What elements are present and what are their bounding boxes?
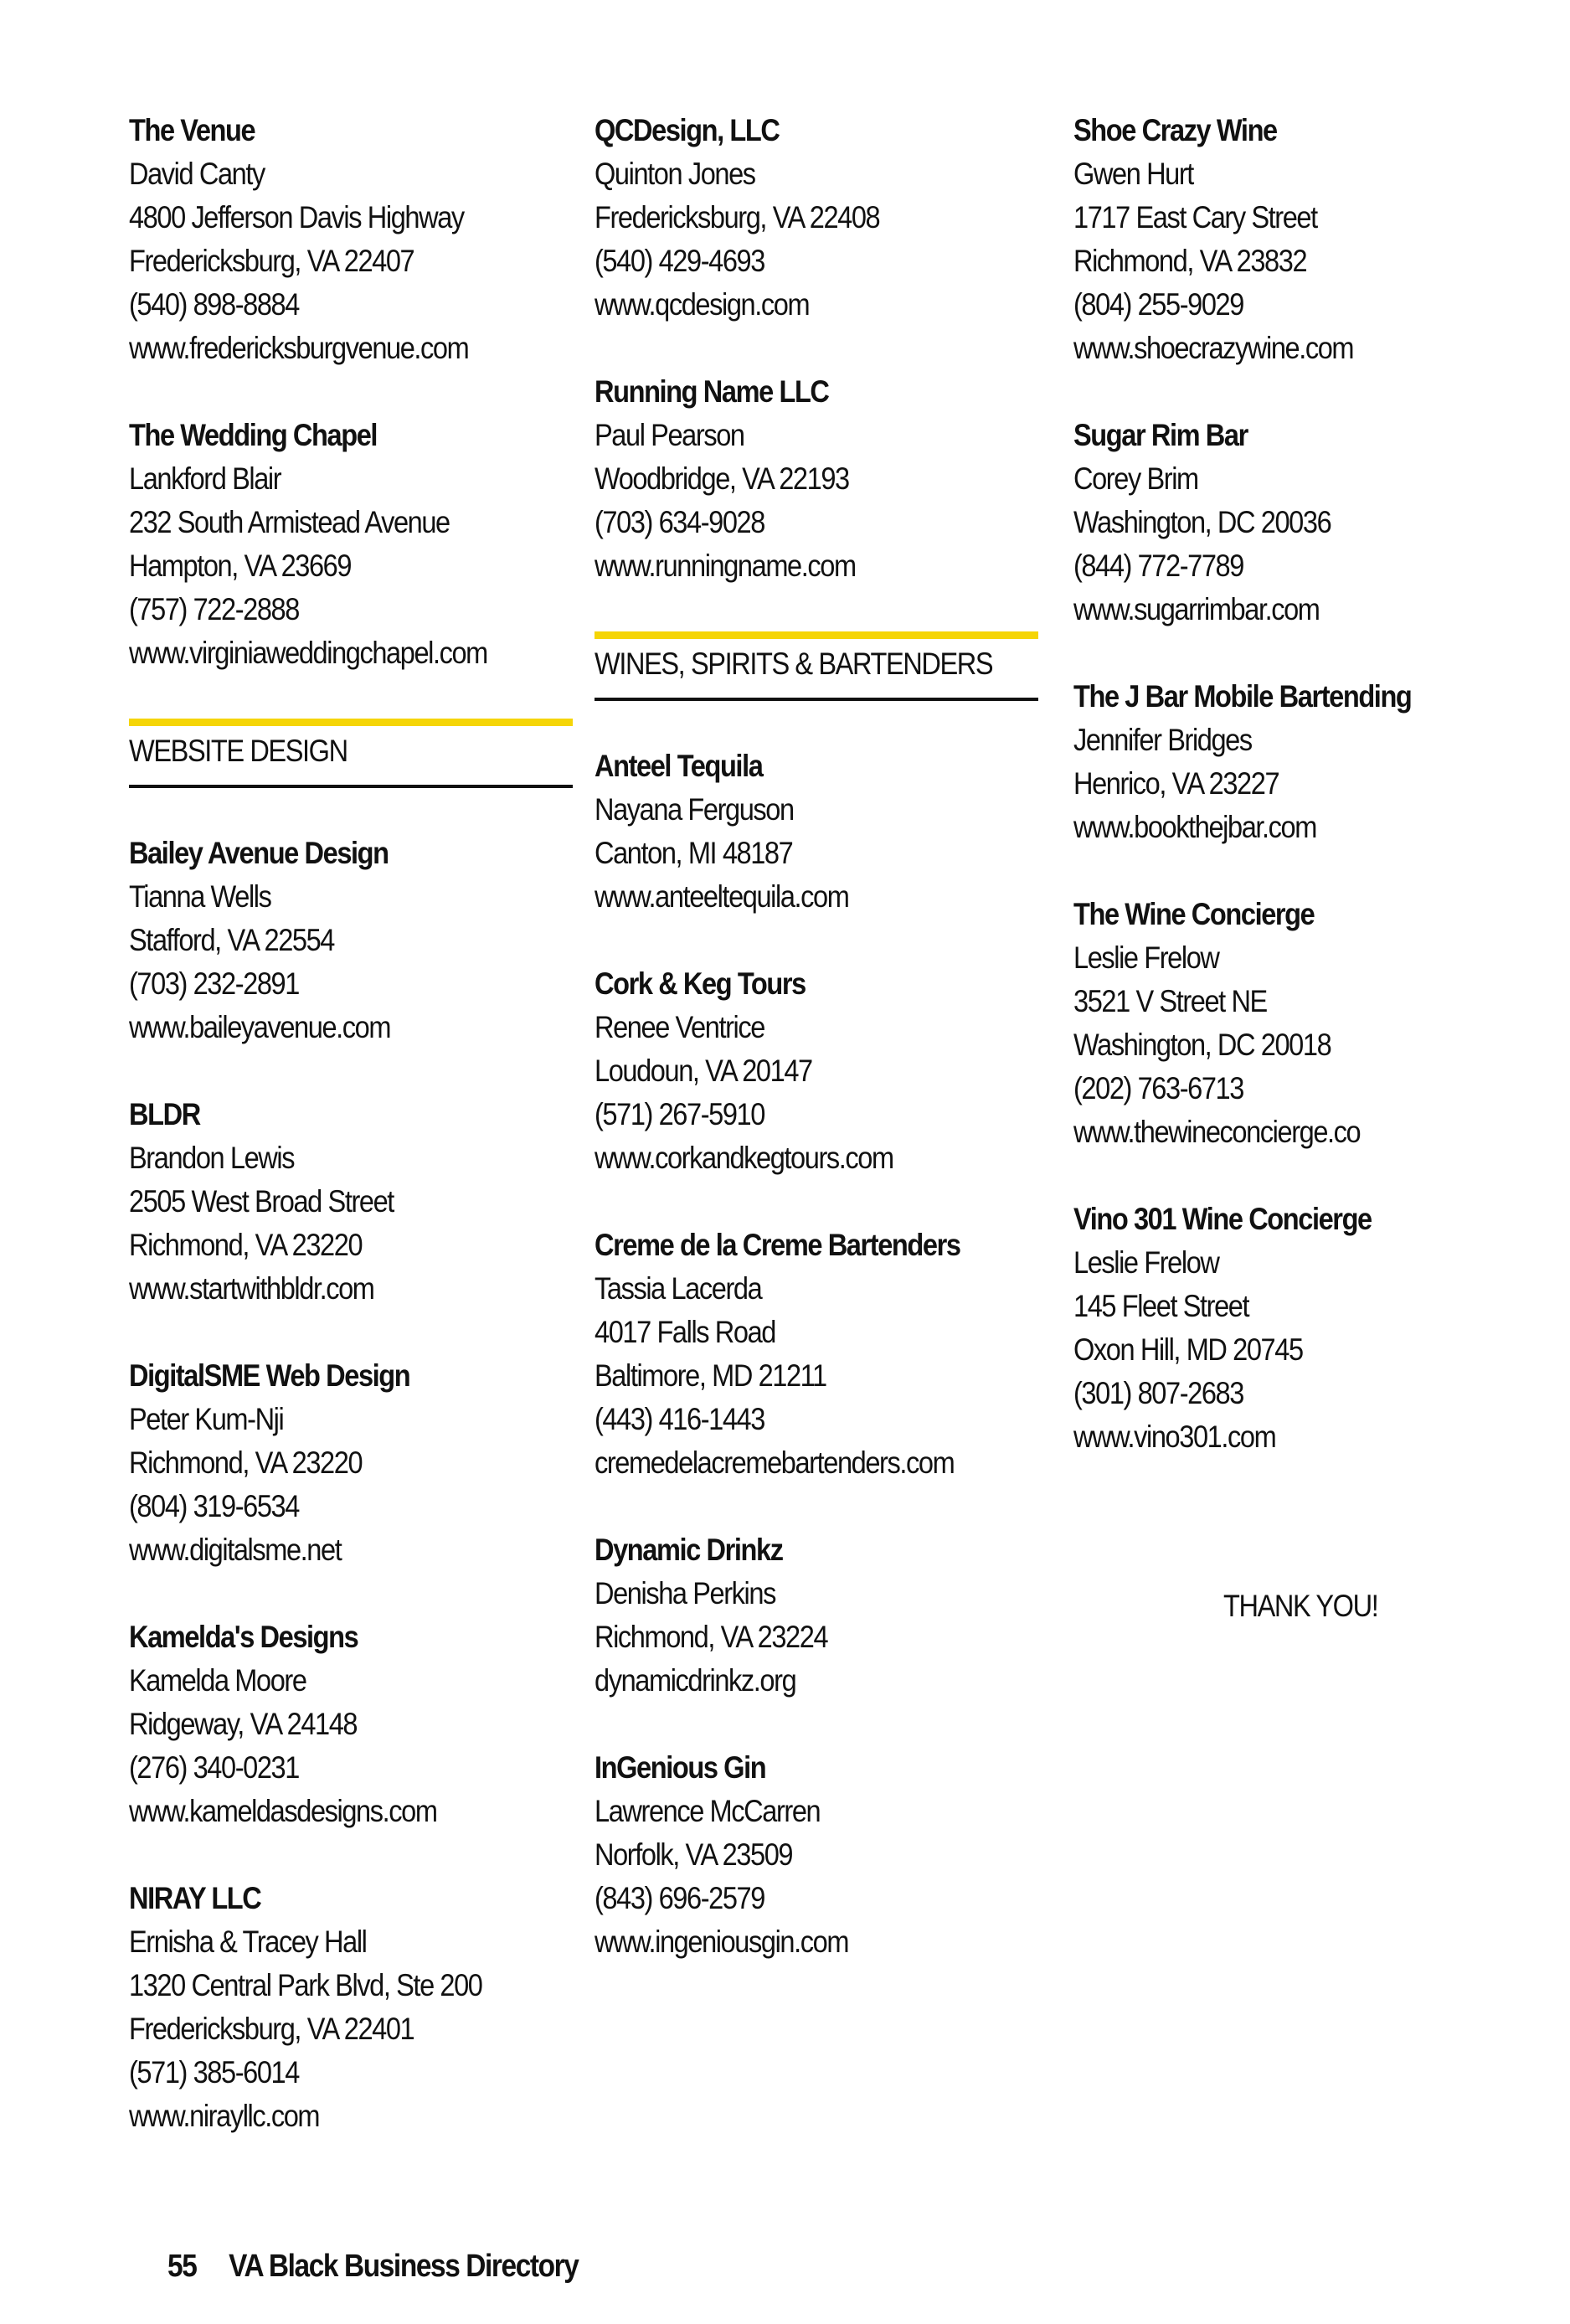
listing-detail: Ridgeway, VA 24148 bbox=[129, 1707, 358, 1741]
listing-detail: (843) 696-2579 bbox=[595, 1881, 764, 1915]
listing-detail: Stafford, VA 22554 bbox=[129, 923, 334, 957]
business-name: Vino 301 Wine Concierge bbox=[1073, 1202, 1372, 1236]
listing-detail: Jennifer Bridges bbox=[1073, 723, 1252, 757]
listing-detail: www.sugarrimbar.com bbox=[1073, 592, 1320, 626]
listing-detail: www.runningname.com bbox=[595, 549, 856, 583]
listing-detail: 4017 Falls Road bbox=[595, 1315, 775, 1349]
listing-detail: Renee Ventrice bbox=[595, 1010, 764, 1044]
yellow-divider bbox=[129, 719, 573, 726]
listing-detail: www.bookthejbar.com bbox=[1073, 810, 1316, 844]
listing-detail: Fredericksburg, VA 22407 bbox=[129, 244, 414, 278]
business-name: Dynamic Drinkz bbox=[595, 1533, 783, 1567]
business-listing bbox=[595, 1746, 1038, 1964]
listing-detail: (443) 416-1443 bbox=[595, 1402, 764, 1436]
listing-detail: www.thewineconcierge.co bbox=[1073, 1115, 1361, 1149]
business-name: InGenious Gin bbox=[595, 1750, 766, 1785]
listing-detail: Brandon Lewis bbox=[129, 1141, 295, 1175]
business-listing bbox=[129, 1615, 573, 1833]
business-name: The Wedding Chapel bbox=[129, 418, 378, 452]
listing-detail: Tassia Lacerda bbox=[595, 1271, 762, 1306]
business-name: The Wine Concierge bbox=[1073, 897, 1315, 931]
listing-detail: www.corkandkegtours.com bbox=[595, 1141, 893, 1175]
listing-detail: (571) 267-5910 bbox=[595, 1097, 764, 1131]
business-name: Running Name LLC bbox=[595, 374, 829, 409]
listing-detail: Washington, DC 20018 bbox=[1073, 1028, 1331, 1062]
listing-detail: www.anteeltequila.com bbox=[595, 879, 849, 914]
listing-detail: Peter Kum-Nji bbox=[129, 1402, 284, 1436]
page-number: 55 bbox=[167, 2249, 197, 2284]
listing-detail: www.shoecrazywine.com bbox=[1073, 331, 1354, 365]
listing-detail: Fredericksburg, VA 22408 bbox=[595, 200, 880, 234]
listing-detail: www.vino301.com bbox=[1073, 1420, 1276, 1454]
listing-detail: (844) 772-7789 bbox=[1073, 549, 1243, 583]
business-name: Sugar Rim Bar bbox=[1073, 418, 1248, 452]
section-title: WINES, SPIRITS & BARTENDERS bbox=[595, 647, 993, 681]
listing-detail: (804) 319-6534 bbox=[129, 1489, 299, 1523]
listing-detail: 1717 East Cary Street bbox=[1073, 200, 1317, 234]
publication-title: VA Black Business Directory bbox=[229, 2249, 579, 2284]
listing-detail: Loudoun, VA 20147 bbox=[595, 1054, 812, 1088]
business-name: Kamelda's Designs bbox=[129, 1620, 358, 1654]
business-name: Creme de la Creme Bartenders bbox=[595, 1228, 960, 1262]
business-name: NIRAY LLC bbox=[129, 1881, 261, 1915]
business-name: QCDesign, LLC bbox=[595, 113, 780, 147]
listing-detail: Gwen Hurt bbox=[1073, 157, 1193, 191]
thank-you-note bbox=[1223, 1585, 1398, 1628]
listing-detail: Lawrence McCarren bbox=[595, 1794, 821, 1828]
listing-detail: Washington, DC 20036 bbox=[1073, 505, 1331, 539]
listing-detail: Richmond, VA 23832 bbox=[1073, 244, 1307, 278]
business-listing bbox=[595, 109, 1038, 327]
listing-detail: (804) 255-9029 bbox=[1073, 287, 1243, 322]
business-listing bbox=[1073, 893, 1526, 1154]
business-listing bbox=[129, 414, 573, 675]
business-name: BLDR bbox=[129, 1097, 200, 1131]
directory-column-1 bbox=[129, 109, 573, 2182]
thank-you-text: THANK YOU! bbox=[1223, 1589, 1378, 1623]
listing-detail: Leslie Frelow bbox=[1073, 940, 1219, 975]
listing-detail: 1320 Central Park Blvd, Ste 200 bbox=[129, 1968, 482, 2002]
directory-column-3 bbox=[1073, 109, 1526, 1502]
listing-detail: Henrico, VA 23227 bbox=[1073, 766, 1279, 801]
listing-detail: Baltimore, MD 21211 bbox=[595, 1358, 826, 1393]
business-name: Shoe Crazy Wine bbox=[1073, 113, 1277, 147]
listing-detail: (540) 898-8884 bbox=[129, 287, 299, 322]
business-listing bbox=[595, 1224, 1038, 1485]
black-divider bbox=[129, 785, 573, 788]
listing-detail: Canton, MI 48187 bbox=[595, 836, 793, 870]
listing-detail: Kamelda Moore bbox=[129, 1663, 306, 1698]
listing-detail: 232 South Armistead Avenue bbox=[129, 505, 450, 539]
business-listing bbox=[595, 1528, 1038, 1703]
business-name: Anteel Tequila bbox=[595, 749, 763, 783]
listing-detail: David Canty bbox=[129, 157, 265, 191]
listing-detail: Quinton Jones bbox=[595, 157, 755, 191]
listing-detail: Paul Pearson bbox=[595, 418, 744, 452]
listing-detail: cremedelacremebartenders.com bbox=[595, 1445, 955, 1480]
listing-detail: (276) 340-0231 bbox=[129, 1750, 299, 1785]
business-name: DigitalSME Web Design bbox=[129, 1358, 410, 1393]
listing-detail: 3521 V Street NE bbox=[1073, 984, 1267, 1018]
directory-column-2 bbox=[595, 109, 1038, 2007]
listing-detail: www.startwithbldr.com bbox=[129, 1271, 374, 1306]
business-name: Bailey Avenue Design bbox=[129, 836, 389, 870]
listing-detail: Denisha Perkins bbox=[595, 1576, 775, 1610]
business-listing bbox=[129, 1877, 573, 2138]
listing-detail: Oxon Hill, MD 20745 bbox=[1073, 1332, 1303, 1367]
listing-detail: Lankford Blair bbox=[129, 461, 281, 496]
listing-detail: Richmond, VA 23224 bbox=[595, 1620, 828, 1654]
listing-detail: Tianna Wells bbox=[129, 879, 271, 914]
business-listing bbox=[1073, 109, 1526, 370]
business-listing bbox=[129, 109, 573, 370]
listing-detail: www.digitalsme.net bbox=[129, 1533, 342, 1567]
listing-detail: (571) 385-6014 bbox=[129, 2055, 299, 2090]
business-listing bbox=[595, 962, 1038, 1180]
listing-detail: (540) 429-4693 bbox=[595, 244, 764, 278]
business-listing bbox=[1073, 1198, 1526, 1459]
section-header bbox=[595, 631, 1038, 701]
listing-detail: (703) 232-2891 bbox=[129, 966, 299, 1001]
business-listing bbox=[129, 832, 573, 1049]
listing-detail: Fredericksburg, VA 22401 bbox=[129, 2012, 414, 2046]
business-listing bbox=[1073, 675, 1526, 849]
listing-detail: Richmond, VA 23220 bbox=[129, 1445, 363, 1480]
listing-detail: www.ingeniousgin.com bbox=[595, 1925, 849, 1959]
listing-detail: Nayana Ferguson bbox=[595, 792, 794, 827]
listing-detail: Norfolk, VA 23509 bbox=[595, 1837, 793, 1872]
listing-detail: 2505 West Broad Street bbox=[129, 1184, 394, 1219]
business-listing bbox=[129, 1093, 573, 1311]
listing-detail: www.fredericksburgvenue.com bbox=[129, 331, 469, 365]
listing-detail: Ernisha & Tracey Hall bbox=[129, 1925, 367, 1959]
listing-detail: Corey Brim bbox=[1073, 461, 1198, 496]
listing-detail: Richmond, VA 23220 bbox=[129, 1228, 363, 1262]
listing-detail: www.kameldasdesigns.com bbox=[129, 1794, 437, 1828]
listing-detail: 4800 Jefferson Davis Highway bbox=[129, 200, 464, 234]
black-divider bbox=[595, 698, 1038, 701]
business-listing bbox=[1073, 414, 1526, 631]
section-header bbox=[129, 719, 573, 788]
business-listing bbox=[129, 1354, 573, 1572]
listing-detail: dynamicdrinkz.org bbox=[595, 1663, 796, 1698]
listing-detail: Leslie Frelow bbox=[1073, 1245, 1219, 1280]
listing-detail: (703) 634-9028 bbox=[595, 505, 764, 539]
business-name: The Venue bbox=[129, 113, 255, 147]
listing-detail: www.virginiaweddingchapel.com bbox=[129, 636, 487, 670]
yellow-divider bbox=[595, 631, 1038, 639]
page-footer bbox=[167, 2244, 634, 2288]
listing-detail: 145 Fleet Street bbox=[1073, 1289, 1249, 1323]
business-name: The J Bar Mobile Bartending bbox=[1073, 679, 1412, 714]
listing-detail: Hampton, VA 23669 bbox=[129, 549, 352, 583]
listing-detail: (757) 722-2888 bbox=[129, 592, 299, 626]
listing-detail: (301) 807-2683 bbox=[1073, 1376, 1243, 1410]
listing-detail: www.qcdesign.com bbox=[595, 287, 810, 322]
section-title: WEBSITE DESIGN bbox=[129, 734, 347, 768]
listing-detail: www.baileyavenue.com bbox=[129, 1010, 391, 1044]
listing-detail: (202) 763-6713 bbox=[1073, 1071, 1243, 1105]
business-name: Cork & Keg Tours bbox=[595, 966, 806, 1001]
business-listing bbox=[595, 745, 1038, 919]
listing-detail: Woodbridge, VA 22193 bbox=[595, 461, 849, 496]
listing-detail: www.nirayllc.com bbox=[129, 2099, 320, 2133]
business-listing bbox=[595, 370, 1038, 588]
